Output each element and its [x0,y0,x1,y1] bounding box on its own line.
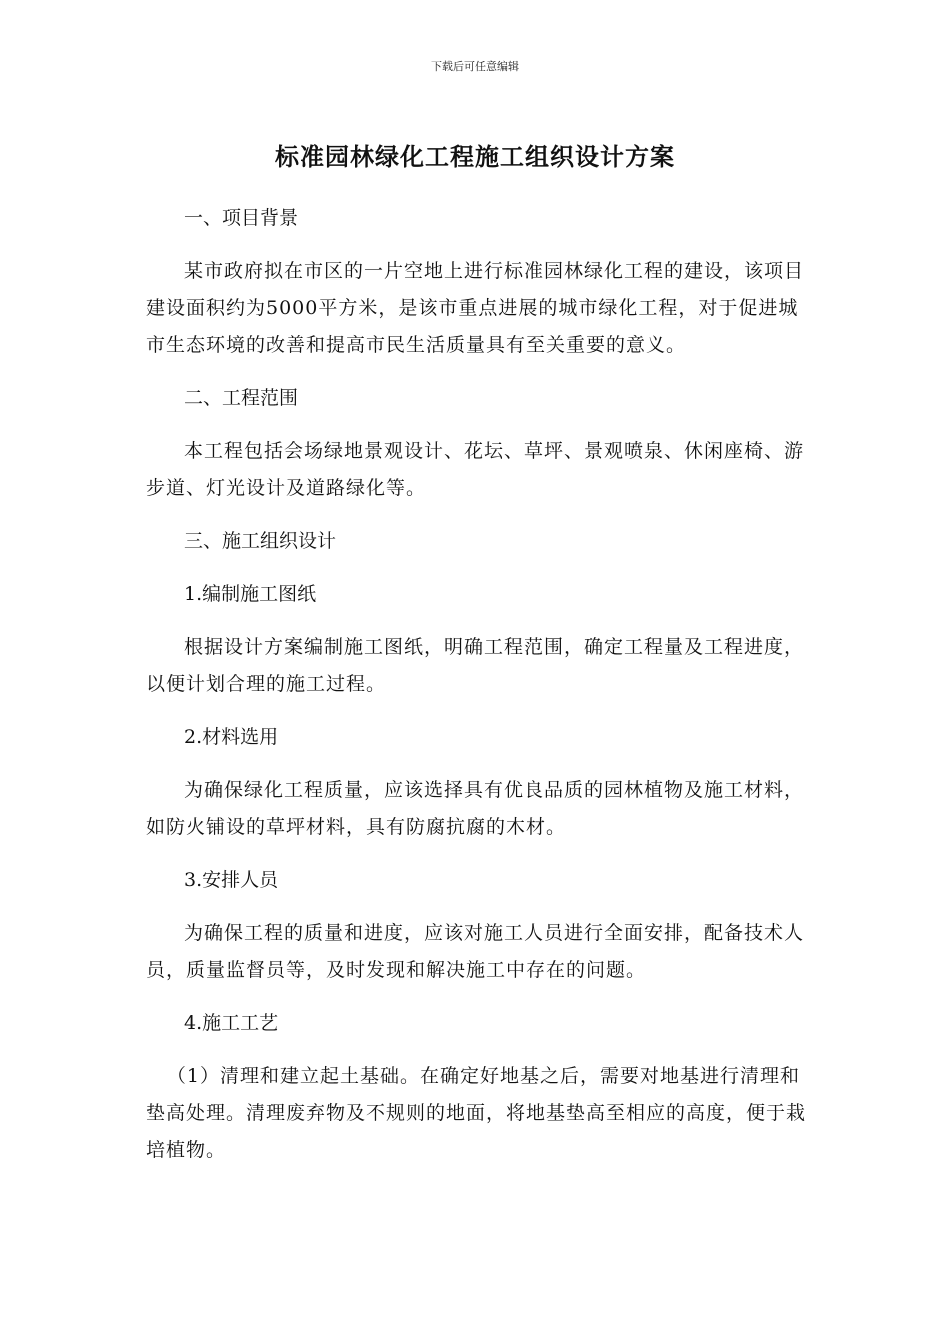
paragraph-materials: 为确保绿化工程质量，应该选择具有优良品质的园林植物及施工材料，如防火铺设的草坪材料，具有防腐抗腐的木材。 [146,779,805,838]
section-heading-process: 4.施工工艺 [184,1012,279,1034]
section-heading-materials: 2.材料选用 [184,726,279,748]
header-note: 下载后可任意编辑 [431,60,519,73]
paragraph-drawings: 根据设计方案编制施工图纸，明确工程范围，确定工程量及工程进度，以便计划合理的施工过程。 [146,636,805,695]
paragraph-scope: 本工程包括会场绿地景观设计、花坛、草坪、景观喷泉、休闲座椅、游步道、灯光设计及道路绿化等。 [146,440,805,499]
paragraph-subitem-1: （1）清理和建立起土基础。在确定好地基之后，需要对地基进行清理和垫高处理。清理废弃物及不规则的地面，将地基垫高至相应的高度，便于栽培植物。 [146,1065,807,1161]
paragraph-personnel: 为确保工程的质量和进度，应该对施工人员进行全面安排，配备技术人员，质量监督员等，及时发现和解决施工中存在的问题。 [146,922,805,981]
section-heading-background: 一、项目背景 [184,207,299,229]
paragraph-background: 某市政府拟在市区的一片空地上进行标准园林绿化工程的建设，该项目建设面积约为5000平方米，是该市重点进展的城市绿化工程，对于促进城市生态环境的改善和提高市民生活质量具有至关重要的意义。 [146,260,805,356]
section-heading-scope: 二、工程范围 [184,387,299,409]
document-body [146,200,806,1169]
section-heading-personnel: 3.安排人员 [184,869,279,891]
document-title: 标准园林绿化工程施工组织设计方案 [275,143,675,171]
section-heading-drawings: 1.编制施工图纸 [184,583,317,605]
section-heading-organization: 三、施工组织设计 [184,530,337,552]
